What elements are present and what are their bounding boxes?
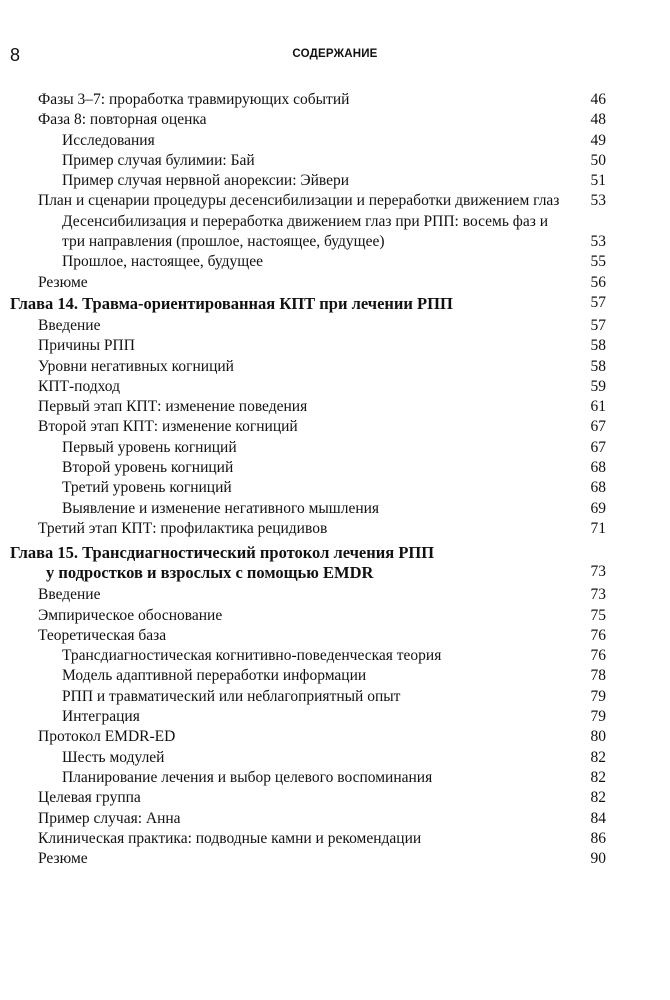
toc-entry-page: 86 [590, 829, 606, 847]
toc-entry [0, 212, 670, 253]
toc-entry [0, 478, 670, 498]
toc-entry-page: 76 [590, 647, 606, 665]
toc-entry-page: 75 [590, 606, 606, 624]
chapter-title: Глава 14. Травма-ориентированная КПТ при лечении РПП [10, 293, 453, 313]
toc-entry [0, 626, 670, 646]
toc-entry-page: 69 [590, 499, 606, 517]
toc-entry-title: Первый этап КПТ: изменение поведения [38, 398, 308, 416]
toc-entry-title: Выявление и изменение негативного мышления [62, 499, 380, 517]
toc-entry [0, 519, 670, 539]
toc-entry-title: Первый уровень когниций [62, 438, 237, 456]
toc-chapter-15 [0, 543, 670, 583]
toc-entry-page: 58 [590, 337, 606, 355]
toc-entry [0, 316, 670, 336]
toc-entry [0, 417, 670, 437]
toc-entry-title: Третий этап КПТ: профилактика рецидивов [38, 519, 328, 537]
toc-entry-title: Введение [38, 586, 101, 604]
toc-entry [0, 151, 670, 171]
toc-entry-title: Шесть модулей [62, 748, 165, 766]
toc-entry [0, 336, 670, 356]
toc-entry-title: РПП и травматический или неблагоприятный опыт [62, 687, 401, 705]
toc-entry [0, 687, 670, 707]
toc-entry [0, 458, 670, 478]
toc-entry-title: Пример случая булимии: Бай [62, 151, 255, 169]
toc-entry-title: Целевая группа [38, 789, 141, 807]
toc-entry-title: Резюме [38, 273, 88, 291]
toc-entry [0, 90, 670, 110]
toc-entry-title: Уровни негативных когниций [38, 357, 234, 375]
toc-entry [0, 606, 670, 626]
toc-entry [0, 748, 670, 768]
toc-entry [0, 438, 670, 458]
toc-entry-page: 73 [590, 586, 606, 604]
toc-entry-page: 82 [590, 789, 606, 807]
toc-entry-page: 82 [590, 768, 606, 786]
toc-entry-page: 53 [590, 233, 606, 251]
toc-entry [0, 252, 670, 272]
toc-entry-title: План и сценарии процедуры десенсибилизации и переработки движением глаз [38, 192, 560, 210]
toc-entry [0, 829, 670, 849]
toc-entry-page: 49 [590, 131, 606, 149]
toc-entry-page: 46 [590, 91, 606, 108]
toc-entry [0, 707, 670, 727]
toc-entry-page: 78 [590, 667, 606, 685]
toc-entry-page: 53 [590, 192, 606, 210]
toc-entry-page: 59 [590, 377, 606, 395]
running-head: СОДЕРЖАНИЕ [292, 48, 378, 60]
toc-entry-title: Фазы 3–7: проработка травмирующих событий [38, 91, 350, 108]
toc-entry [0, 727, 670, 747]
toc-entry-page: 51 [590, 172, 606, 190]
toc-entry [0, 397, 670, 417]
toc-entry-page: 48 [590, 111, 606, 129]
toc-entry [0, 585, 670, 605]
toc-entry-title: Введение [38, 316, 101, 334]
toc-entry-page: 61 [590, 398, 606, 416]
toc-entry-title: Пример случая нервной анорексии: Эйвери [62, 172, 350, 190]
toc-entry-title: Эмпирическое обоснование [38, 606, 223, 624]
toc-entry-title: Модель адаптивной переработки информации [62, 667, 367, 685]
toc-entry-page: 79 [590, 708, 606, 726]
toc-entry [0, 273, 670, 293]
toc-entry-page: 67 [590, 438, 606, 456]
toc-entry [0, 499, 670, 519]
table-of-contents [0, 90, 670, 869]
toc-entry-page: 90 [590, 850, 606, 868]
toc-entry [0, 666, 670, 686]
toc-entry-page: 84 [590, 809, 606, 827]
toc-entry-page: 58 [590, 357, 606, 375]
toc-entry-title: Клиническая практика: подводные камни и рекомендации [38, 829, 422, 847]
toc-entry [0, 849, 670, 869]
toc-entry-title: Исследования [62, 131, 155, 149]
toc-entry-title: Теоретическая база [38, 626, 167, 644]
toc-entry-title: Протокол EMDR-ED [38, 728, 176, 746]
toc-entry-title: КПТ-подход [38, 377, 120, 395]
toc-entry-page: 68 [590, 479, 606, 497]
toc-entry-page: 67 [590, 418, 606, 436]
toc-entry-title: Трансдиагностическая когнитивно-поведенческая теория [62, 647, 442, 665]
chapter-page: 73 [590, 563, 606, 581]
toc-entry-title: Прошлое, настоящее, будущее [62, 253, 263, 271]
toc-entry-title: Планирование лечения и выбор целевого воспоминания [62, 768, 433, 786]
toc-entry-title: Второй уровень когниций [62, 459, 234, 477]
toc-entry [0, 809, 670, 829]
toc-entry-title: Интеграция [62, 708, 140, 726]
toc-entry-title: Резюме [38, 850, 88, 868]
toc-entry [0, 788, 670, 808]
toc-entry [0, 131, 670, 151]
toc-entry [0, 377, 670, 397]
toc-entry-page: 55 [590, 253, 606, 271]
toc-entry [0, 191, 670, 211]
toc-entry-title: Десенсибилизация и переработка движением глаз при РПП: восемь фаз и три направления (прошлое, настоящее, будущее) [62, 212, 549, 251]
toc-chapter-14 [0, 294, 670, 314]
toc-entry-title: Фаза 8: повторная оценка [38, 111, 207, 129]
toc-entry-page: 71 [590, 519, 606, 537]
toc-entry-title: Пример случая: Анна [38, 809, 181, 827]
toc-entry-title: Второй этап КПТ: изменение когниций [38, 418, 298, 436]
toc-entry-title: Причины РПП [38, 337, 135, 355]
toc-entry [0, 646, 670, 666]
chapter-page: 57 [590, 293, 606, 311]
chapter-title-line-1: Глава 15. Трансдиагностический протокол лечения РПП [10, 543, 435, 563]
toc-entry-title: Третий уровень когниций [62, 479, 232, 497]
toc-entry [0, 768, 670, 788]
chapter-title-line-2: у подростков и взрослых с помощью EMDR [46, 563, 374, 583]
toc-entry-page: 57 [590, 316, 606, 334]
toc-entry-page: 68 [590, 459, 606, 477]
page-number: 8 [10, 45, 21, 65]
toc-entry-page: 56 [590, 273, 606, 291]
toc-entry-page: 80 [590, 728, 606, 746]
toc-entry-page: 76 [590, 626, 606, 644]
toc-entry [0, 110, 670, 130]
toc-entry-page: 82 [590, 748, 606, 766]
toc-entry-page: 79 [590, 687, 606, 705]
toc-entry [0, 171, 670, 191]
toc-entry [0, 357, 670, 377]
toc-entry-page: 50 [590, 151, 606, 169]
